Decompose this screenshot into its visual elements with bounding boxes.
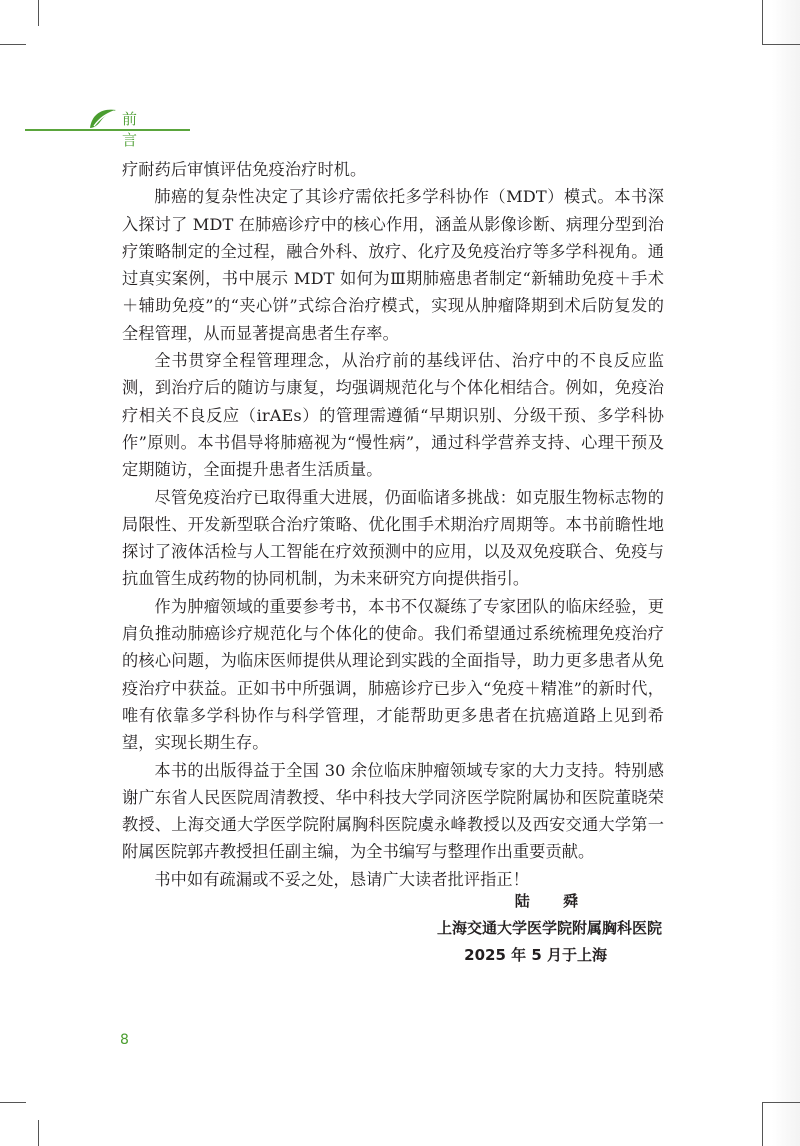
author-institution: 上海交通大学医学院附属胸科医院	[436, 919, 662, 937]
crop-mark	[762, 1102, 800, 1103]
paragraph: 本书的出版得益于全国 30 余位临床肿瘤领域专家的大力支持。特别感谢广东省人民医院周清教授、华中科技大学同济医学院附属协和医院董晓荣教授、上海交通大学医学院附属胸科医院虞永峰教授以及西安交通大学第一附属医院郭卉教授担任副主编，为全书编写与整理作出重要贡献。	[122, 760, 664, 862]
crop-mark	[38, 1120, 39, 1146]
crop-mark	[762, 1102, 763, 1146]
paragraph: 书中如有疏漏或不妥之处，恳请广大读者批评指正！	[154, 869, 530, 889]
crop-mark	[38, 0, 39, 26]
paragraph: 尽管免疫治疗已取得重大进展，仍面临诸多挑战：如克服生物标志物的局限性、开发新型联合治疗策略、优化围手术期治疗周期等。本书前瞻性地探讨了液体活检与人工智能在疗效预测中的应用，以及双免疫联合、免疫与抗血管生成药物的协同机制，为未来研究方向提供指引。	[122, 487, 664, 589]
crop-mark	[762, 44, 800, 45]
crop-mark	[0, 1102, 26, 1103]
paragraph: 肺癌的复杂性决定了其诊疗需依托多学科协作（MDT）模式。本书深入探讨了 MDT 在肺癌诊疗中的核心作用，涵盖从影像诊断、病理分型到治疗策略制定的全过程，融合外科、放疗、化疗及免疫治疗等多学科视角。通过真实案例，书中展示 MDT 如何为Ⅲ期肺癌患者制定“新辅助免疫＋手术＋辅助免疫”的“夹心饼”式综合治疗模式，实现从肿瘤降期到术后防复发的全程管理，从而显著提高患者生存率。	[122, 187, 664, 343]
crop-mark	[0, 44, 26, 45]
signature-date: 2025 年 5 月于上海	[464, 946, 607, 964]
author-name: 陆 舜	[514, 892, 592, 910]
page-number: 8	[120, 1032, 129, 1048]
paragraph: 疗耐药后审慎评估免疫治疗时机。	[122, 160, 367, 179]
chapter-header	[0, 104, 200, 149]
crop-mark	[762, 0, 763, 44]
signature-block	[437, 888, 662, 969]
page-edge-shade	[772, 0, 800, 1146]
preface-body	[122, 156, 664, 893]
paragraph: 作为肿瘤领域的重要参考书，本书不仅凝练了专家团队的临床经验，更肩负推动肺癌诊疗规范化与个体化的使命。我们希望通过系统梳理免疫治疗的核心问题，为临床医师提供从理论到实践的全面指导，助力更多患者从免疫治疗中获益。正如书中所强调，肺癌诊疗已步入“免疫＋精准”的新时代，唯有依靠多学科协作与科学管理，才能帮助更多患者在抗癌道路上见到希望，实现长期生存。	[122, 596, 664, 753]
leaf-icon	[88, 106, 118, 130]
page-title: 前 言	[122, 110, 162, 149]
paragraph: 全书贯穿全程管理理念，从治疗前的基线评估、治疗中的不良反应监测，到治疗后的随访与康复，均强调规范化与个体化相结合。例如，免疫治疗相关不良反应（irAEs）的管理需遵循“早期识别、分级干预、多学科协作”原则。本书倡导将肺癌视为“慢性病”，通过科学营养支持、心理干预及定期随访，全面提升患者生活质量。	[122, 351, 664, 480]
